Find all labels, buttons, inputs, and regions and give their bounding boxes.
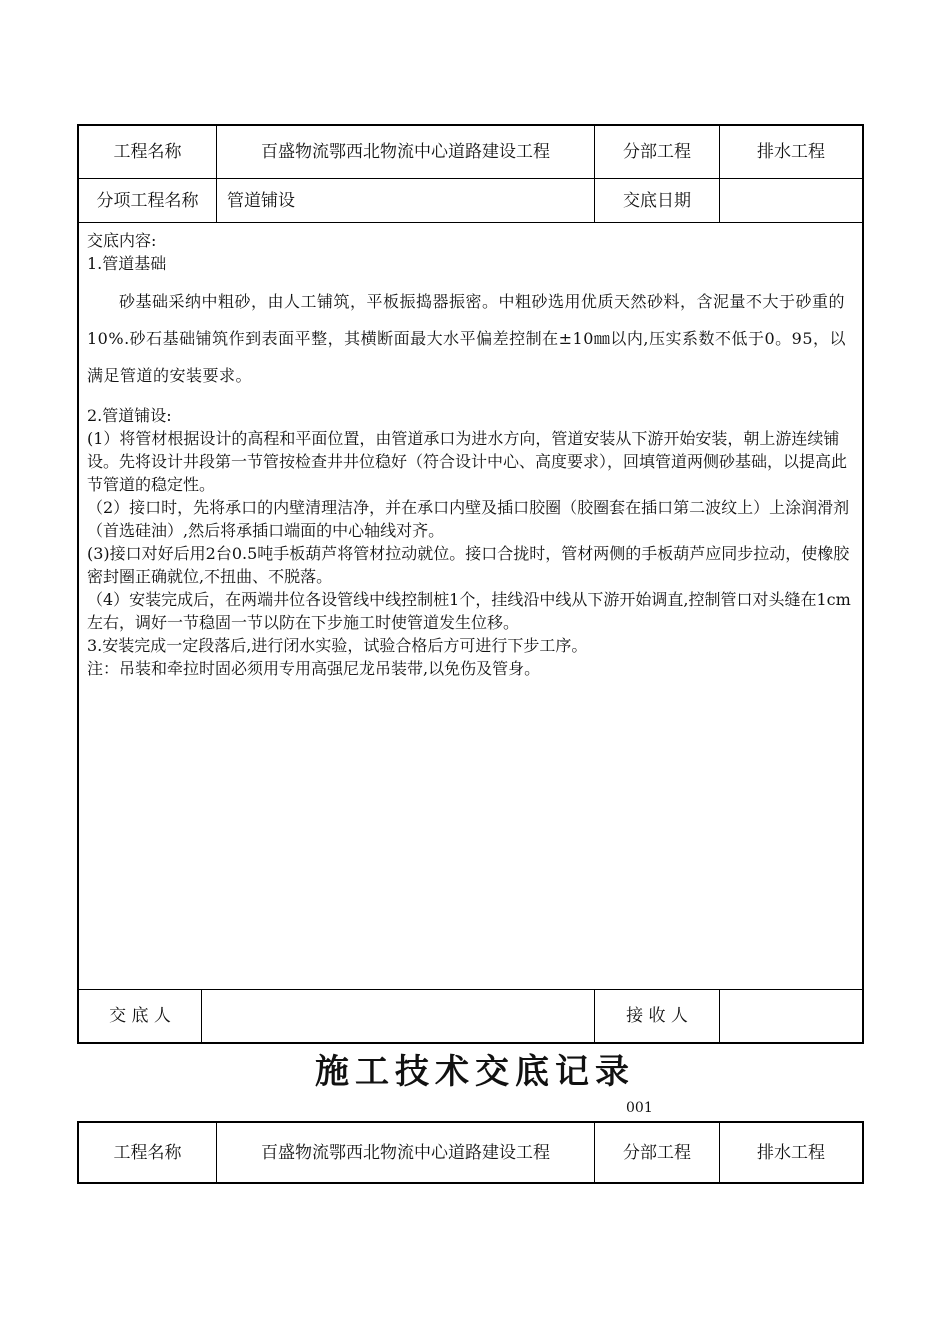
disclosure-content	[79, 223, 862, 990]
page-title: 施工技术交底记录	[315, 1052, 635, 1092]
section-paragraph: 砂基础采纳中粗砂，由人工铺筑，平板振捣器振密。中粗砂选用优质天然砂料，含泥量不大于砂重的10%.砂石基础铺筑作到表面平整，其横断面最大水平偏差控制在±10㎜以内,压实系数不低于0。95，以满足管道的安装要求。	[87, 292, 847, 385]
project-name-value: 百盛物流鄂西北物流中心道路建设工程	[217, 126, 595, 178]
project-name-value: 百盛物流鄂西北物流中心道路建设工程	[217, 1123, 595, 1182]
division-value: 排水工程	[757, 142, 825, 162]
date-label: 交底日期	[595, 179, 720, 222]
project-name-label: 工程名称	[79, 1123, 217, 1182]
doc-number: 001	[626, 1100, 653, 1116]
section-paragraph: （4）安装完成后，在两端井位各设管线中线控制桩1个，挂线沿中线从下游开始调直,控制管口对头缝在1cm左右，调好一节稳固一节以防在下步施工时使管道发生位移。	[87, 590, 851, 632]
project-row	[79, 126, 862, 179]
disclosure-table-2	[77, 1121, 864, 1184]
subitem-label: 分项工程名称	[79, 179, 217, 222]
content-title: 交底内容:	[87, 231, 157, 250]
disclosure-table-1	[77, 124, 864, 1044]
division-label: 分部工程	[595, 126, 720, 178]
section-paragraph: 3.安装完成一定段落后,进行闭水实验，试验合格后方可进行下步工序。	[87, 636, 588, 655]
section-heading: 1.管道基础	[87, 254, 167, 273]
receiver-label: 接 收 人	[595, 990, 720, 1042]
section-heading: 2.管道铺设:	[87, 406, 172, 425]
subitem-value: 管道铺设	[217, 179, 595, 222]
section-paragraph: (1）将管材根据设计的高程和平面位置，由管道承口为进水方向，管道安装从下游开始安装，朝上游连续铺设。先将设计井段第一节管按检查井井位稳好（符合设计中心、高度要求），回填管道两侧砂基础，以提高此节管道的稳定性。	[87, 429, 848, 494]
discloser-value	[202, 990, 595, 1042]
note-paragraph: 注：吊装和牵拉时固必须用专用高强尼龙吊装带,以免伤及管身。	[87, 659, 541, 678]
signature-row	[79, 990, 862, 1042]
subitem-row	[79, 179, 862, 223]
project-name-label: 工程名称	[79, 126, 217, 178]
section-paragraph: （2）接口时，先将承口的内壁清理洁净，并在承口内壁及插口胶圈（胶圈套在插口第二波纹上）上涂润滑剂（首选硅油）,然后将承插口端面的中心轴线对齐。	[87, 498, 850, 540]
receiver-value	[720, 990, 862, 1042]
discloser-label: 交 底 人	[79, 990, 202, 1042]
date-value	[720, 179, 862, 222]
division-value: 排水工程	[757, 1142, 825, 1163]
section-paragraph: (3)接口对好后用2台0.5吨手板葫芦将管材拉动就位。接口合拢时，管材两侧的手板葫芦应同步拉动，使橡胶密封圈正确就位,不扭曲、不脱落。	[87, 544, 850, 586]
division-label: 分部工程	[595, 1123, 720, 1182]
project-row	[79, 1123, 862, 1182]
